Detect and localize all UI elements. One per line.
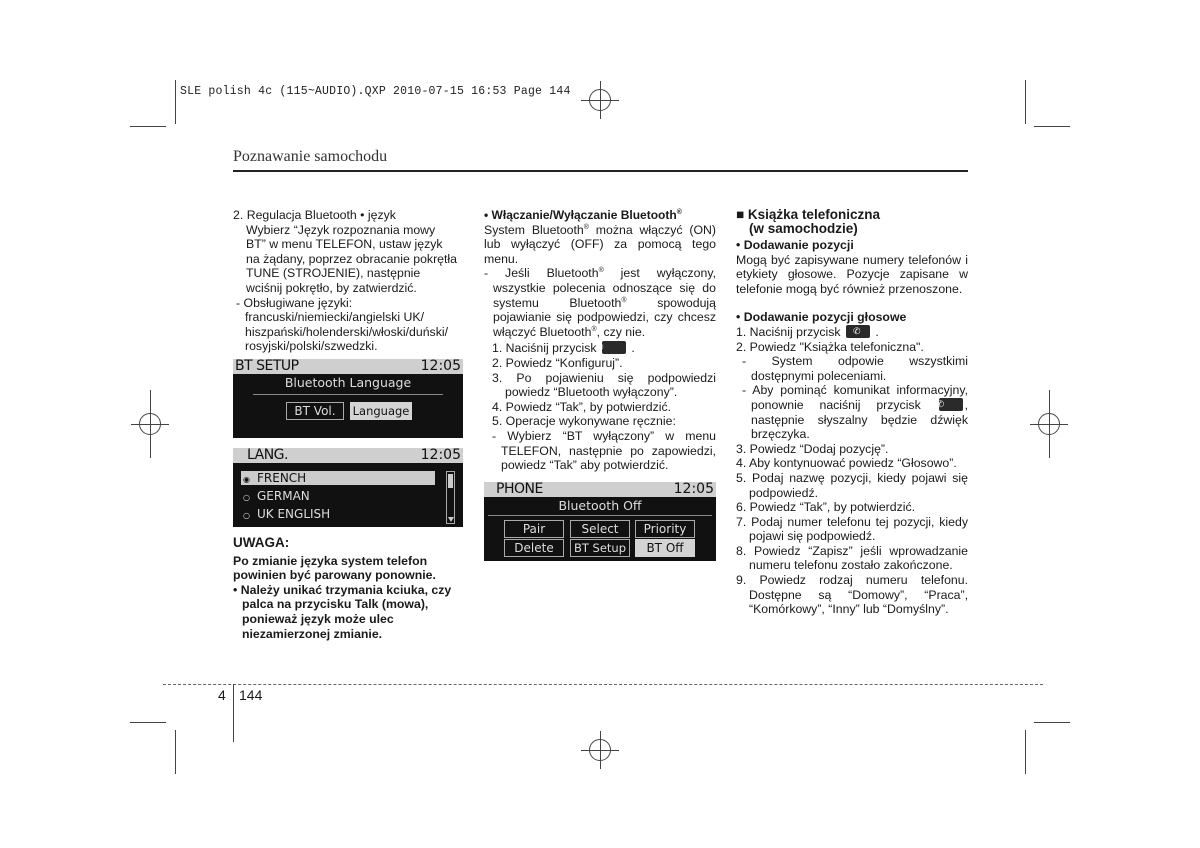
registration-mark-top: [589, 89, 611, 111]
voice-step-9: 9. Powiedz rodzaj numeru telefonu. Dostępne są “Domowy”, “Praca”, “Komórkowy”, “Inny” lub “Domyślny”.: [736, 573, 968, 617]
registration-mark-right: [1038, 413, 1060, 435]
bt-vol-button[interactable]: BT Vol.: [286, 402, 344, 420]
crop-mark-top-right-v: [1025, 80, 1026, 124]
screen-title: LANG.: [247, 447, 288, 463]
bluetooth-off-note: - Jeśli Bluetooth® jest wyłączony, wszystkie polecenia odnoszące się do systemu Bluetooth® spowodują pojawianie się podpowiedzi, czy chcesz włączyć Bluetooth®, czy nie.: [484, 266, 716, 339]
supported-languages: - Obsługiwane języki: francuski/niemiecki/angielski UK/ hiszpański/holenderski/włoski/duński/ rosyjski/polski/szwedzki.: [236, 295, 448, 354]
note-title: UWAGA:: [233, 535, 290, 550]
voice-step-5: 5. Podaj nazwę pozycji, kiedy pojawi się podpowiedź.: [736, 470, 968, 500]
voice-step-7: 7. Podaj numer telefonu tej pozycji, kiedy pojawi się podpowiedź.: [736, 514, 968, 544]
step-2: 2. Powiedz “Konfiguruj”.: [492, 355, 623, 370]
voice-step-3: 3. Powiedz “Dodaj pozycję”.: [736, 441, 889, 456]
footer-dashed-rule: [163, 684, 1043, 685]
screen-title-bar: [484, 482, 716, 497]
item-2-first-line: Regulacja Bluetooth • język: [246, 208, 396, 222]
bluetooth-intro: System Bluetooth® można włączyć (ON) lub wyłączyć (OFF) za pomocą tego menu.: [484, 222, 716, 266]
header-rule: [233, 170, 968, 172]
subheading-add-voice-entry: • Dodawanie pozycji głosowe: [736, 310, 907, 325]
item-2-number: 2.: [233, 208, 247, 222]
talk-button-icon: [602, 341, 626, 354]
language-option-german[interactable]: ○ GERMAN: [243, 489, 310, 503]
voice-step-1: 1. Naciśnij przycisk ✆ .: [736, 325, 968, 340]
crop-mark-top-left-v: [175, 80, 176, 124]
registration-mark-left: [139, 413, 161, 435]
voice-step-2-note-2: - Aby pominąć komunikat informacyjny, ponownie naciśnij przycisk ✆ , następnie słyszalny będzie dźwięk brzęczyka.: [742, 383, 968, 441]
bt-setup-button[interactable]: BT Setup: [570, 539, 630, 557]
delete-button[interactable]: Delete: [504, 539, 564, 557]
language-button[interactable]: Language: [350, 402, 412, 420]
crop-mark-top-left-h: [130, 126, 166, 127]
screen-clock: 12:05: [420, 358, 461, 374]
column-3: [736, 208, 968, 617]
voice-step-2: 2. Powiedz "Książka telefoniczna".: [736, 339, 924, 354]
item-2-text: Wybierz “Język rozpoznania mowy BT” w menu TELEFON, ustaw język na żądany, poprzez obracanie pokrętła TUNE (STROJENIE), następnie wciśnij pokrętło, by zatwierdzić.: [246, 222, 458, 295]
item-2: [233, 208, 465, 223]
screen-phone: [484, 482, 716, 561]
print-slug: SLE polish 4c (115~AUDIO).QXP 2010-07-15 16:53 Page 144: [180, 85, 571, 98]
screen-title-bar: [233, 448, 463, 463]
voice-step-6: 6. Powiedz “Tak”, by potwierdzić.: [736, 500, 916, 515]
scroll-down-arrow-icon[interactable]: [448, 517, 454, 522]
note-bullet: • Należy unikać trzymania kciuka, czy palca na przycisku Talk (mowa), ponieważ język może ulec niezamierzonej zmianie.: [233, 582, 452, 641]
step-1: 1. Naciśnij przycisk ✆ .: [492, 341, 716, 356]
crop-mark-bottom-left-h: [130, 722, 166, 723]
step-5: 5. Operacje wykonywane ręcznie:: [492, 414, 676, 429]
footer-chapter: 4: [218, 687, 226, 703]
screen-subtitle: Bluetooth Off: [558, 498, 642, 513]
bt-off-button[interactable]: BT Off: [635, 539, 695, 557]
language-option-uk-english[interactable]: ○ UK ENGLISH: [243, 507, 331, 521]
step-3: 3. Po pojawieniu się podpowiedzi powiedz “Bluetooth wyłączony”.: [492, 370, 716, 400]
radio-selected-icon: ◉: [243, 475, 250, 484]
crop-mark-bottom-left-v: [175, 730, 176, 774]
screen-lang: [233, 448, 463, 527]
voice-step-4: 4. Aby kontynuować powiedz “Głosowo”.: [736, 456, 957, 471]
scrollbar[interactable]: [446, 471, 455, 524]
screen-title-bar: [233, 359, 463, 374]
crop-mark-bottom-right-h: [1034, 722, 1070, 723]
language-option-french[interactable]: ◉ FRENCH: [241, 471, 435, 485]
crop-mark-top-right-h: [1034, 126, 1070, 127]
voice-step-8: 8. Powiedz “Zapisz” jeśli wprowadzanie numeru telefonu zostało zakończone.: [736, 543, 968, 573]
screen-clock: 12:05: [420, 447, 461, 463]
section-heading-phonebook: ■ Książka telefoniczna: [736, 207, 880, 222]
screen-separator: [253, 394, 443, 395]
note-block: [233, 536, 465, 641]
registration-mark-bottom: [589, 739, 611, 761]
screen-title: BT SETUP: [235, 358, 299, 374]
radio-empty-icon: ○: [243, 511, 250, 520]
talk-button-icon: [939, 398, 963, 411]
subheading-add-entry: • Dodawanie pozycji: [736, 238, 854, 252]
screen-title: PHONE: [496, 481, 543, 497]
screen-clock: 12:05: [673, 481, 714, 497]
note-text: Po zmianie języka system telefon powinien być parowany ponownie.: [233, 553, 436, 583]
page-header-title: Poznawanie samochodu: [233, 148, 388, 165]
footer-page-number: 144: [239, 687, 263, 703]
step-4: 4. Powiedz “Tak”, by potwierdzić.: [492, 399, 672, 414]
column-1: [233, 208, 465, 354]
priority-button[interactable]: Priority: [635, 520, 695, 538]
screen-bt-setup: [233, 359, 463, 438]
talk-button-icon: [846, 325, 870, 338]
column-2: [484, 208, 716, 473]
crop-mark-bottom-right-v: [1025, 730, 1026, 774]
footer-divider: [233, 684, 234, 742]
scroll-thumb[interactable]: [448, 474, 453, 488]
bluetooth-steps: [484, 341, 716, 472]
pair-button[interactable]: Pair: [504, 520, 564, 538]
screen-subtitle: Bluetooth Language: [284, 375, 412, 390]
section-heading-bluetooth: • Włączanie/Wyłączanie Bluetooth®: [484, 208, 682, 222]
step-5-manual: - Wybierz “BT wyłączony” w menu TELEFON, następnie po zapowiedzi, powiedz “Tak” aby potwierdzić.: [492, 428, 716, 473]
select-button[interactable]: Select: [570, 520, 630, 538]
radio-empty-icon: ○: [243, 493, 250, 502]
section-heading-phonebook-2: (w samochodzie): [749, 221, 858, 236]
add-entry-text: Mogą być zapisywane numery telefonów i etykiety głosowe. Pozycje zapisane w telefonie mogą być również przenoszone.: [736, 252, 968, 296]
voice-step-2-note-1: - System odpowie wszystkimi dostępnymi poleceniami.: [742, 354, 968, 383]
screen-separator: [488, 515, 712, 516]
